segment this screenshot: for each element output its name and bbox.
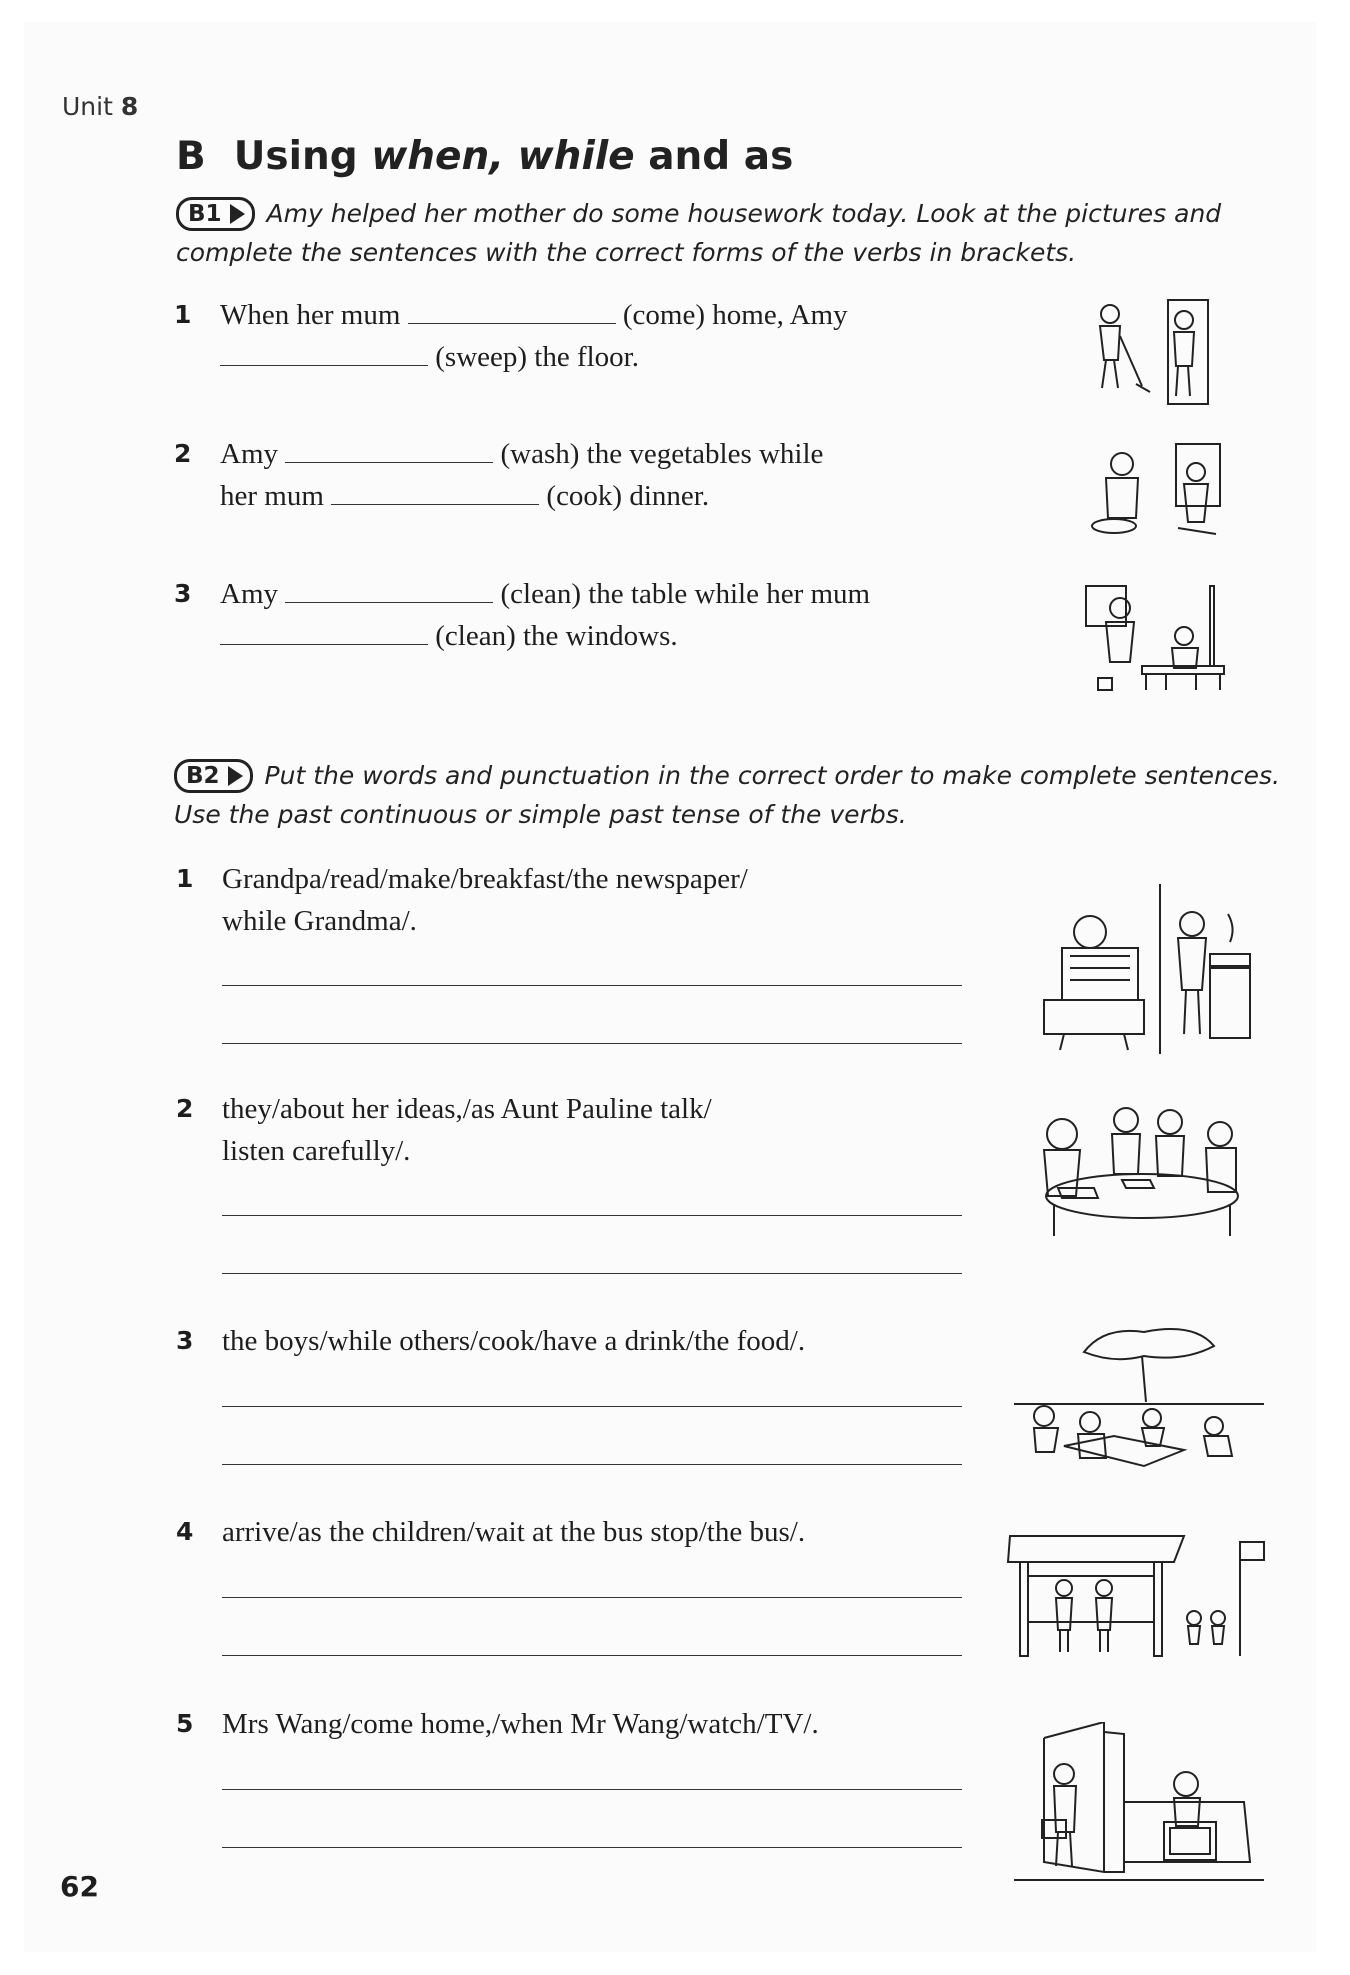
answer-blank[interactable] <box>331 478 539 505</box>
item-number: 1 <box>176 864 194 893</box>
b1-badge: B1 <box>176 197 255 231</box>
item-text: the boys/while others/cook/have a drink/the food/. <box>222 1325 806 1357</box>
item-text: while Grandma/. <box>222 905 417 937</box>
answer-line[interactable] <box>222 1655 962 1656</box>
answer-line[interactable] <box>222 1406 962 1407</box>
page-number: 62 <box>60 1870 99 1903</box>
workbook-page <box>24 22 1316 1952</box>
grandpa-newspaper-illustration <box>1024 884 1256 1054</box>
b1-item-2 <box>174 433 1020 517</box>
answer-blank[interactable] <box>285 436 493 463</box>
item-text: (clean) the windows. <box>435 620 678 652</box>
item-text: her mum <box>220 480 324 512</box>
unit-number: 8 <box>120 92 139 121</box>
b1-instruction-line2: complete the sentences with the correct forms of the verbs in brackets. <box>176 238 1077 267</box>
item-number: 2 <box>174 439 192 468</box>
cleaning-table-windows-illustration <box>1076 578 1226 698</box>
answer-line[interactable] <box>222 1464 962 1465</box>
item-text: (wash) the vegetables while <box>500 438 824 470</box>
picnic-illustration <box>1014 1322 1264 1472</box>
b2-item-4 <box>176 1511 982 1553</box>
b2-instruction <box>174 756 1304 834</box>
unit-label <box>62 92 138 121</box>
answer-blank[interactable] <box>220 339 428 366</box>
answer-blank[interactable] <box>285 576 493 603</box>
answer-blank[interactable] <box>408 297 616 324</box>
b1-item-3 <box>174 573 1020 657</box>
unit-label-text: Unit <box>62 92 113 121</box>
answer-line[interactable] <box>222 1215 962 1216</box>
item-text: arrive/as the children/wait at the bus stop/the bus/. <box>222 1516 806 1548</box>
answer-line[interactable] <box>222 1043 962 1044</box>
item-number: 3 <box>174 579 192 608</box>
item-number: 2 <box>176 1094 194 1123</box>
item-text: When her mum <box>220 299 401 331</box>
family-meeting-illustration <box>1014 1100 1264 1240</box>
washing-vegetables-illustration <box>1076 438 1226 548</box>
answer-line[interactable] <box>222 985 962 986</box>
b2-item-1 <box>176 858 982 942</box>
b2-item-5 <box>176 1703 982 1745</box>
item-text: (sweep) the floor. <box>435 341 639 373</box>
item-number: 1 <box>174 300 192 329</box>
item-text: Amy <box>220 438 278 470</box>
item-text: (clean) the table while her mum <box>500 578 871 610</box>
item-text: (cook) dinner. <box>546 480 710 512</box>
b2-instruction-line1: Put the words and punctuation in the correct order to make complete sentences. <box>264 761 1280 790</box>
item-text: Mrs Wang/come home,/when Mr Wang/watch/TV/. <box>222 1708 819 1740</box>
b2-instruction-line2: Use the past continuous or simple past tense of the verbs. <box>174 800 907 829</box>
answer-line[interactable] <box>222 1597 962 1598</box>
item-number: 4 <box>176 1517 194 1546</box>
answer-line[interactable] <box>222 1847 962 1848</box>
answer-line[interactable] <box>222 1789 962 1790</box>
section-letter: B <box>176 134 206 179</box>
item-text: (come) home, Amy <box>622 299 848 331</box>
b2-item-2 <box>176 1088 982 1172</box>
section-heading <box>176 134 793 179</box>
answer-blank[interactable] <box>220 618 428 645</box>
item-number: 3 <box>176 1326 194 1355</box>
item-text: Amy <box>220 578 278 610</box>
b1-item-1 <box>174 294 1020 378</box>
section-title-post: and as <box>634 134 794 179</box>
section-title-pre: Using <box>233 134 372 179</box>
item-text: Grandpa/read/make/breakfast/the newspaper/ <box>222 863 748 895</box>
b2-badge: B2 <box>174 759 253 793</box>
section-title-emphasis: when, while <box>371 134 635 179</box>
mrs-wang-coming-home-illustration <box>1014 1722 1264 1882</box>
answer-line[interactable] <box>222 1273 962 1274</box>
item-number: 5 <box>176 1709 194 1738</box>
b2-item-3 <box>176 1320 982 1362</box>
item-text: listen carefully/. <box>222 1135 411 1167</box>
sweeping-floor-illustration <box>1076 292 1216 412</box>
b1-instruction-line1: Amy helped her mother do some housework today. Look at the pictures and <box>266 199 1222 228</box>
item-text: they/about her ideas,/as Aunt Pauline talk/ <box>222 1093 712 1125</box>
b1-instruction <box>176 194 1276 272</box>
bus-stop-illustration <box>1004 1532 1266 1662</box>
